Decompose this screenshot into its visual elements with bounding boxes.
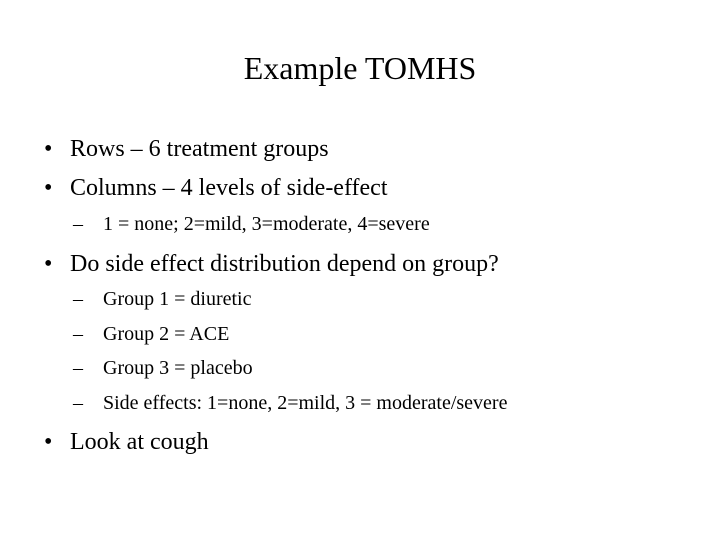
bullet-text: Columns – 4 levels of side-effect xyxy=(70,175,388,201)
sub-bullet-item xyxy=(73,390,673,416)
bullet-item xyxy=(44,427,644,457)
sub-bullet-item xyxy=(73,211,633,237)
sub-bullet-text: 1 = none; 2=mild, 3=moderate, 4=severe xyxy=(103,213,430,235)
slide-title: Example TOMHS xyxy=(243,50,477,86)
dash-icon: – xyxy=(73,357,83,379)
dash-icon: – xyxy=(73,213,83,235)
bullet-text: Rows – 6 treatment groups xyxy=(70,136,329,162)
dash-icon: – xyxy=(73,392,83,414)
sub-bullet-text: Side effects: 1=none, 2=mild, 3 = moderate/severe xyxy=(103,392,508,414)
bullet-item xyxy=(44,249,664,279)
bullet-icon: • xyxy=(44,429,53,455)
bullet-icon: • xyxy=(44,175,53,201)
bullet-text: Do side effect distribution depend on group? xyxy=(70,251,499,277)
dash-icon: – xyxy=(73,288,83,310)
bullet-icon: • xyxy=(44,251,53,277)
sub-bullet-text: Group 3 = placebo xyxy=(103,357,253,379)
sub-bullet-item xyxy=(73,321,633,347)
sub-bullet-text: Group 1 = diuretic xyxy=(103,288,252,310)
dash-icon: – xyxy=(73,323,83,345)
bullet-icon: • xyxy=(44,136,53,162)
bullet-text: Look at cough xyxy=(70,429,209,455)
bullet-item xyxy=(44,173,644,203)
sub-bullet-text: Group 2 = ACE xyxy=(103,323,230,345)
bullet-item xyxy=(44,134,644,164)
sub-bullet-item xyxy=(73,355,633,381)
sub-bullet-item xyxy=(73,286,633,312)
